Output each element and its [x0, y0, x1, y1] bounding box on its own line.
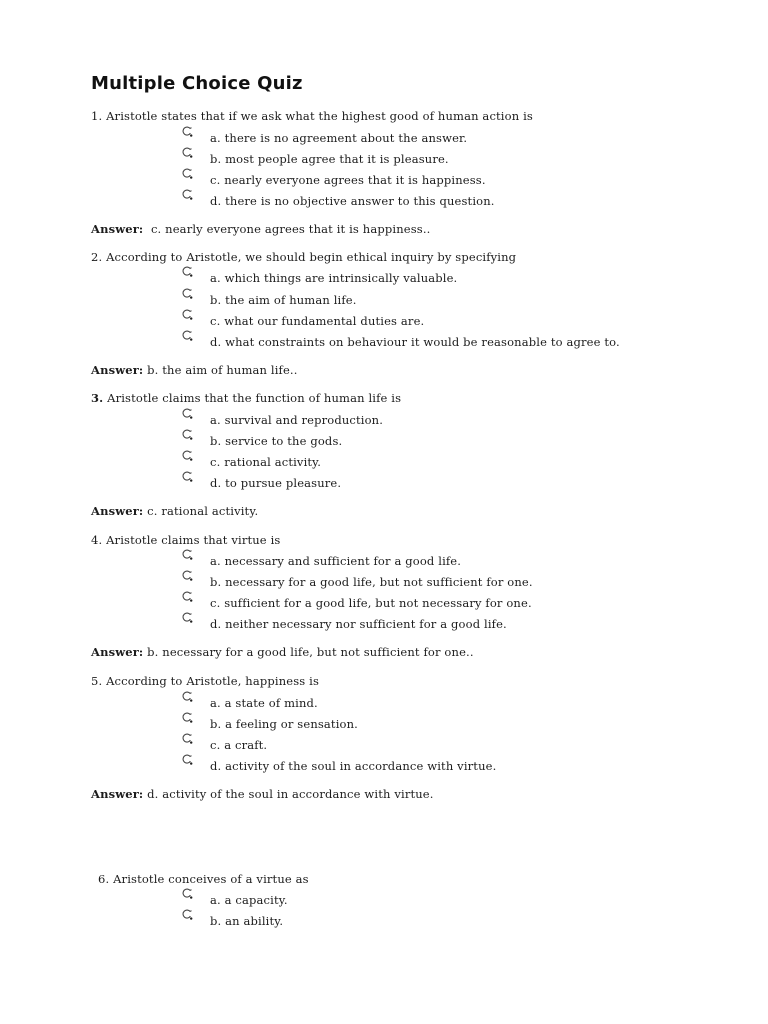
question-3-option-b: b. service to the gods.	[210, 434, 343, 448]
radio-button-icon[interactable]	[181, 470, 193, 484]
question-number: 4.	[91, 533, 103, 547]
question-4-option-d: d. neither necessary nor sufficient for a good life.	[210, 617, 507, 631]
question-4	[91, 533, 280, 547]
question-2-option-b: b. the aim of human life.	[210, 293, 357, 307]
radio-button-icon[interactable]	[181, 732, 193, 746]
question-1-option-b: b. most people agree that it is pleasure.	[210, 152, 449, 166]
radio-button-icon[interactable]	[181, 287, 193, 301]
radio-button-icon[interactable]	[181, 407, 193, 421]
question-1-option-a: a. there is no agreement about the answer.	[210, 131, 468, 145]
radio-button-icon[interactable]	[181, 146, 193, 160]
answer-text: d. activity of the soul in accordance with virtue.	[147, 787, 434, 801]
question-text: According to Aristotle, we should begin ethical inquiry by specifying	[106, 250, 517, 264]
question-4-option-c: c. sufficient for a good life, but not necessary for one.	[210, 596, 532, 610]
answer-label: Answer:	[91, 363, 144, 377]
question-6	[98, 872, 309, 886]
question-1-option-c: c. nearly everyone agrees that it is happiness.	[210, 173, 486, 187]
radio-button-icon[interactable]	[181, 690, 193, 704]
question-5	[91, 674, 319, 688]
radio-button-icon[interactable]	[181, 329, 193, 343]
question-5-answer	[91, 787, 434, 801]
question-5-option-d: d. activity of the soul in accordance with virtue.	[210, 759, 497, 773]
question-3-answer	[91, 504, 258, 518]
question-2-option-d: d. what constraints on behaviour it would be reasonable to agree to.	[210, 335, 620, 349]
question-5-option-a: a. a state of mind.	[210, 696, 318, 710]
radio-button-icon[interactable]	[181, 548, 193, 562]
question-4-option-b: b. necessary for a good life, but not sufficient for one.	[210, 575, 533, 589]
question-number: 2.	[91, 250, 103, 264]
question-number: 1.	[91, 109, 103, 123]
question-5-option-c: c. a craft.	[210, 738, 268, 752]
radio-button-icon[interactable]	[181, 887, 193, 901]
answer-text: c. rational activity.	[147, 504, 259, 518]
question-6-option-b: b. an ability.	[210, 914, 284, 928]
question-number: 6.	[98, 872, 110, 886]
question-5-option-b: b. a feeling or sensation.	[210, 717, 358, 731]
radio-button-icon[interactable]	[181, 125, 193, 139]
question-text: Aristotle states that if we ask what the highest good of human action is	[106, 109, 533, 123]
question-text: According to Aristotle, happiness is	[106, 674, 320, 688]
radio-button-icon[interactable]	[181, 265, 193, 279]
question-number: 3.	[91, 391, 104, 405]
radio-button-icon[interactable]	[181, 753, 193, 767]
radio-button-icon[interactable]	[181, 428, 193, 442]
page-title: Multiple Choice Quiz	[91, 73, 303, 94]
radio-button-icon[interactable]	[181, 711, 193, 725]
question-3-option-a: a. survival and reproduction.	[210, 413, 384, 427]
radio-button-icon[interactable]	[181, 167, 193, 181]
question-1-option-d: d. there is no objective answer to this question.	[210, 194, 495, 208]
radio-button-icon[interactable]	[181, 308, 193, 322]
radio-button-icon[interactable]	[181, 188, 193, 202]
question-4-option-a: a. necessary and sufficient for a good life.	[210, 554, 462, 568]
question-3	[91, 391, 401, 405]
answer-label: Answer:	[91, 645, 144, 659]
radio-button-icon[interactable]	[181, 449, 193, 463]
question-2-option-c: c. what our fundamental duties are.	[210, 314, 425, 328]
question-3-option-d: d. to pursue pleasure.	[210, 476, 342, 490]
question-2-answer	[91, 363, 298, 377]
question-1-answer	[91, 222, 430, 236]
question-2-option-a: a. which things are intrinsically valuable.	[210, 271, 458, 285]
answer-label: Answer:	[91, 222, 144, 236]
question-text: Aristotle claims that virtue is	[106, 533, 281, 547]
radio-button-icon[interactable]	[181, 908, 193, 922]
question-text: Aristotle claims that the function of human life is	[107, 391, 402, 405]
answer-label: Answer:	[91, 787, 144, 801]
answer-text: b. necessary for a good life, but not sufficient for one..	[147, 645, 474, 659]
answer-label: Answer:	[91, 504, 144, 518]
question-number: 5.	[91, 674, 103, 688]
question-1	[91, 109, 533, 123]
radio-button-icon[interactable]	[181, 611, 193, 625]
question-6-option-a: a. a capacity.	[210, 893, 288, 907]
answer-text: c. nearly everyone agrees that it is happiness..	[150, 222, 431, 236]
question-3-option-c: c. rational activity.	[210, 455, 322, 469]
radio-button-icon[interactable]	[181, 590, 193, 604]
radio-button-icon[interactable]	[181, 569, 193, 583]
question-text: Aristotle conceives of a virtue as	[113, 872, 309, 886]
question-4-answer	[91, 645, 474, 659]
question-2	[91, 250, 516, 264]
answer-text: b. the aim of human life..	[147, 363, 298, 377]
